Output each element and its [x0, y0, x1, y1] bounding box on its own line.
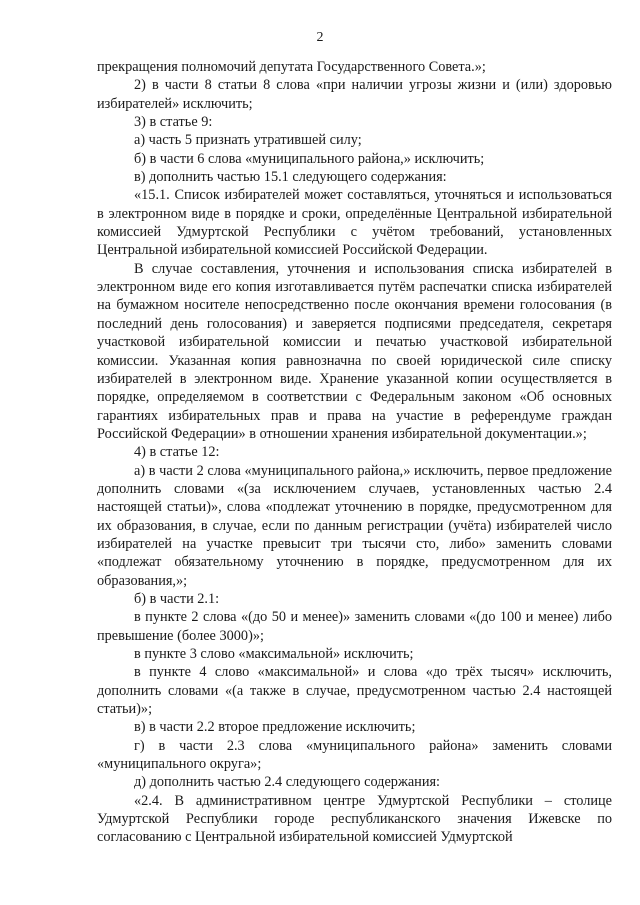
paragraph: 3) в статье 9: [134, 114, 213, 131]
paragraph: 4) в статье 12: [134, 444, 220, 461]
paragraph: в) дополнить частью 15.1 следующего содержания: [134, 169, 447, 186]
paragraph: прекращения полномочий депутата Государственного Совета.»; [97, 59, 486, 75]
paragraph: «2.4. В административном центре Удмуртской Республики – столице Удмуртской Республики городе республиканского значения Ижевске по согласованию с Центральной избирательной комиссией Удмуртской [97, 792, 612, 846]
paragraph: В случае составления, уточнения и использования списка избирателей в электронном виде его копия изготавливается путём распечатки списка избирателей на бумажном носителе непосредственно после окончания времени голосования (в последний день голосования) и заверяется подписями председателя, секретаря участковой избирательной комиссии и печатью участковой избирательной комиссии. Указанная копия равнозначна по своей юридической силе списку избирателей в электронном виде. Хранение указанной копии осуществляется в порядке, определяемом в соответствии с Федеральным законом «Об основных гарантиях избирательных прав и права на участие в референдуме граждан Российской Федерации» в отношении хранения избирательной документации.»; [97, 260, 612, 442]
paragraph: «15.1. Список избирателей может составляться, уточняться и использоваться в электронном виде в порядке и сроки, определённые Центральной избирательной комиссией Удмуртской Республики с учётом требований, установленных Центральной избирательной комиссией Российской Федерации. [97, 187, 612, 259]
paragraph: в) в части 2.2 второе предложение исключить; [134, 719, 416, 736]
paragraph: в пункте 3 слово «максимальной» исключить; [134, 646, 414, 662]
paragraph: д) дополнить частью 2.4 следующего содержания: [134, 774, 441, 791]
paragraph: в пункте 2 слова «(до 50 и менее)» заменить словами «(до 100 и менее) либо превышение (более 3000)»; [97, 609, 612, 644]
paragraph: 2) в части 8 статьи 8 слова «при наличии угрозы жизни и (или) здоровью избирателей» исключить; [97, 77, 612, 112]
paragraph: а) в части 2 слова «муниципального района,» исключить, первое предложение дополнить словами «(за исключением случаев, установленных частью 2.4 настоящей статьи)», слова «подлежат уточнению в порядке, предусмотренном для их образования, в случае, если по данным регистрации (учёта) избирателей число избирателей на участке превысит три тысячи сто, либо» заменить словами «подлежат обязательному уточнению в порядке, предусмотренном для их образования,»; [97, 462, 612, 589]
paragraph: б) в части 2.1: [134, 590, 220, 607]
paragraph: г) в части 2.3 слова «муниципального района» заменить словами «муниципального округа»; [97, 737, 612, 773]
document-body [97, 58, 612, 847]
paragraph: а) часть 5 признать утратившей силу; [134, 132, 362, 149]
paragraph: в пункте 4 слово «максимальной» и слова «до трёх тысяч» исключить, дополнить словами «(а также в случае, предусмотренном частью 2.4 настоящей статьи)»; [97, 664, 612, 718]
paragraph: б) в части 6 слова «муниципального района,» исключить; [134, 150, 485, 167]
page-number: 2 [316, 30, 324, 45]
